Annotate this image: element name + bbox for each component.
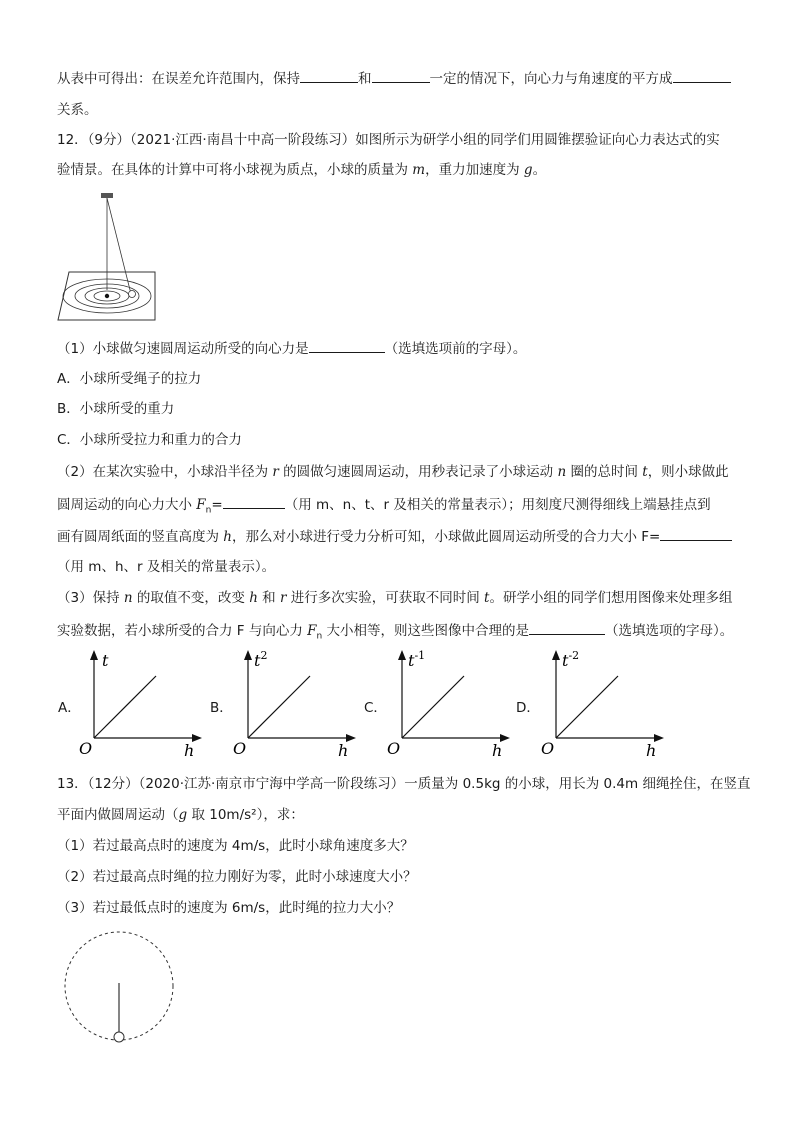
graph-c[interactable] <box>386 648 516 760</box>
q13-part3: （3）若过最低点时的速度为 6m/s，此时绳的拉力大小？ <box>57 900 401 916</box>
origin-label: O <box>387 739 401 758</box>
q12-part2-l2c: （用 m、n、t、r 及相关的常量表示）；用刻度尺测得细线上端悬挂点到 <box>284 497 711 513</box>
q12-part2-l1a: （2）在某次实验中，小球沿半径为 <box>57 464 273 480</box>
q12-part2-line-1 <box>57 462 729 482</box>
q13-g-var: g <box>178 807 188 823</box>
var-F-sub: n <box>205 505 212 516</box>
y-label: t <box>102 651 109 670</box>
graph-b[interactable] <box>232 648 362 760</box>
q12-part1-a: （1）小球做匀速圆周运动所受的向心力是 <box>57 341 309 357</box>
q13-header-line-1 <box>57 774 750 794</box>
var-r: r <box>272 464 279 480</box>
q12-part2-line-4 <box>57 557 275 577</box>
var-t-2: t <box>484 590 490 606</box>
q12-header-2b: ，重力加速度为 <box>425 162 524 178</box>
var-m: m <box>412 162 426 178</box>
y-label-sup: 2 <box>260 649 268 662</box>
graph-line <box>556 676 618 738</box>
vertical-circle-figure <box>60 928 180 1048</box>
option-c[interactable] <box>57 430 242 450</box>
q13-length: 0.4m <box>603 776 639 792</box>
option-b-text: B．小球所受的重力 <box>57 401 175 417</box>
var-n-2: n <box>123 590 133 606</box>
y-arrow <box>244 650 252 660</box>
q13-header-2c: ），求： <box>256 807 304 823</box>
ball <box>114 1032 124 1042</box>
blank-q12-3[interactable] <box>660 526 732 541</box>
q12-part2-l2b: = <box>211 497 223 513</box>
blank-q12-4[interactable] <box>529 620 605 635</box>
graph-letter-c[interactable]: C． <box>364 700 387 716</box>
option-b[interactable] <box>57 399 174 419</box>
q13-header-2b: 取 <box>187 807 210 823</box>
graph-line <box>402 676 464 738</box>
q12-part2-l1d: ，则小球做此 <box>647 464 729 480</box>
var-g: g <box>523 162 533 178</box>
q12-part3-line-1 <box>57 588 732 608</box>
q12-part3-line-2 <box>57 620 733 647</box>
var-h: h <box>223 529 232 545</box>
graph-line <box>94 676 156 738</box>
q12-part2-line-2 <box>57 494 711 521</box>
y-arrow <box>90 650 98 660</box>
blank-intro-3[interactable] <box>673 68 731 83</box>
q12-part1-line <box>57 338 526 359</box>
y-label <box>562 649 579 670</box>
var-t: t <box>642 464 648 480</box>
q12-part3-l1c: 和 <box>257 590 280 606</box>
graph-letter-a[interactable]: A． <box>58 700 81 716</box>
q13-header-1b: 的小球，用长为 <box>500 776 604 792</box>
origin-label: O <box>541 739 555 758</box>
suspension-point <box>101 193 113 198</box>
q13-part1-line <box>57 836 414 856</box>
q12-part2-l3b: ，那么对小球进行受力分析可知，小球做此圆周运动所受的合力大小 F= <box>232 529 661 545</box>
q12-header-2c: 。 <box>532 162 547 178</box>
q13-g-value: 10m/s² <box>209 807 257 823</box>
y-label-base: t <box>408 651 415 670</box>
q12-header-line-1 <box>57 130 720 150</box>
var-h-2: h <box>249 590 258 606</box>
x-label: h <box>492 741 503 760</box>
origin-label: O <box>79 739 93 758</box>
q13-part1: （1）若过最高点时的速度为 4m/s，此时小球角速度多大？ <box>57 838 414 854</box>
q12-part3-l2b: 大小相等，则这些图像中合理的是 <box>322 623 530 639</box>
q12-part3-l2a: 实验数据，若小球所受的合力 F 与向心力 <box>57 623 308 639</box>
origin-label: O <box>233 739 247 758</box>
blank-q12-1[interactable] <box>309 338 385 353</box>
y-label <box>408 649 425 670</box>
option-a[interactable] <box>57 369 201 389</box>
x-label: h <box>338 741 349 760</box>
q12-part2-l3a: 画有圆周纸面的竖直高度为 <box>57 529 224 545</box>
blank-intro-1[interactable] <box>300 68 358 83</box>
intro-line-2 <box>57 100 98 120</box>
conical-pendulum-figure <box>55 190 165 325</box>
q12-part3-l1e: 。研学小组的同学们想用图像来处理多组 <box>489 590 733 606</box>
q12-header-1: 12．（9分）（2021·江西·南昌十中高一阶段练习）如图所示为研学小组的同学们用圆锥摆验证向心力表达式的实 <box>57 132 720 148</box>
y-label-sup: -2 <box>568 649 580 662</box>
x-label: h <box>646 741 657 760</box>
graph-d[interactable] <box>540 648 670 760</box>
y-label-base: t <box>254 651 261 670</box>
graph-line <box>248 676 310 738</box>
q13-part2-line <box>57 867 417 887</box>
var-F-sub-2: n <box>316 631 323 642</box>
blank-intro-2[interactable] <box>372 68 430 83</box>
graph-letter-b[interactable]: B． <box>210 700 233 716</box>
q13-header-1c: 细绳拴住，在竖直 <box>638 776 751 792</box>
y-arrow <box>552 650 560 660</box>
center-dot <box>105 294 109 298</box>
q13-part2: （2）若过最高点时绳的拉力刚好为零，此时小球速度大小？ <box>57 869 417 885</box>
intro-text-2: 和 <box>358 71 372 87</box>
option-a-text: A．小球所受绳子的拉力 <box>57 371 202 387</box>
q13-header-1a: 13．（12分）（2020·江苏·南京市宁海中学高一阶段练习）一质量为 <box>57 776 463 792</box>
q12-part2-line-3 <box>57 526 732 547</box>
q12-part2-l1b: 的圆做匀速圆周运动，用秒表记录了小球运动 <box>278 464 558 480</box>
blank-q12-2[interactable] <box>223 494 285 509</box>
q12-part3-l1b: 的取值不变，改变 <box>132 590 250 606</box>
y-label-sup: -1 <box>414 649 426 662</box>
q12-header-2a: 验情景。在具体的计算中可将小球视为质点，小球的质量为 <box>57 162 413 178</box>
q12-header-line-2 <box>57 160 546 180</box>
intro-text-3: 一定的情况下，向心力与角速度的平方成 <box>429 71 673 87</box>
q13-header-line-2 <box>57 805 304 825</box>
intro-text-4: 关系。 <box>57 102 98 118</box>
option-c-text: C．小球所受拉力和重力的合力 <box>57 432 242 448</box>
y-label <box>254 649 267 670</box>
q12-part2-l1c: 圈的总时间 <box>566 464 643 480</box>
intro-line-1 <box>57 68 731 89</box>
ball <box>129 291 136 298</box>
y-arrow <box>398 650 406 660</box>
graph-letter-d[interactable]: D． <box>516 700 540 716</box>
q12-part3-l2c: （选填选项的字母）。 <box>605 623 734 639</box>
var-F-2: F <box>307 623 317 639</box>
q13-mass: 0.5kg <box>462 776 501 792</box>
var-F: F <box>196 497 206 513</box>
q12-part3-l1d: 进行多次实验，可获取不同时间 <box>286 590 485 606</box>
x-label: h <box>184 741 195 760</box>
q12-part2-l2a: 圆周运动的向心力大小 <box>57 497 197 513</box>
var-r-2: r <box>279 590 287 606</box>
q13-header-2a: 平面内做圆周运动（ <box>57 807 179 823</box>
y-label-base: t <box>562 651 569 670</box>
var-n: n <box>557 464 567 480</box>
intro-text-1: 从表中可得出：在误差允许范围内，保持 <box>57 71 300 87</box>
q12-part3-l1a: （3）保持 <box>57 590 124 606</box>
q13-part3-line <box>57 898 400 918</box>
q12-part2-l4: （用 m、h、r 及相关的常量表示）。 <box>57 559 276 575</box>
graph-a[interactable] <box>78 648 208 760</box>
q12-part1-b: （选填选项前的字母）。 <box>384 341 527 357</box>
